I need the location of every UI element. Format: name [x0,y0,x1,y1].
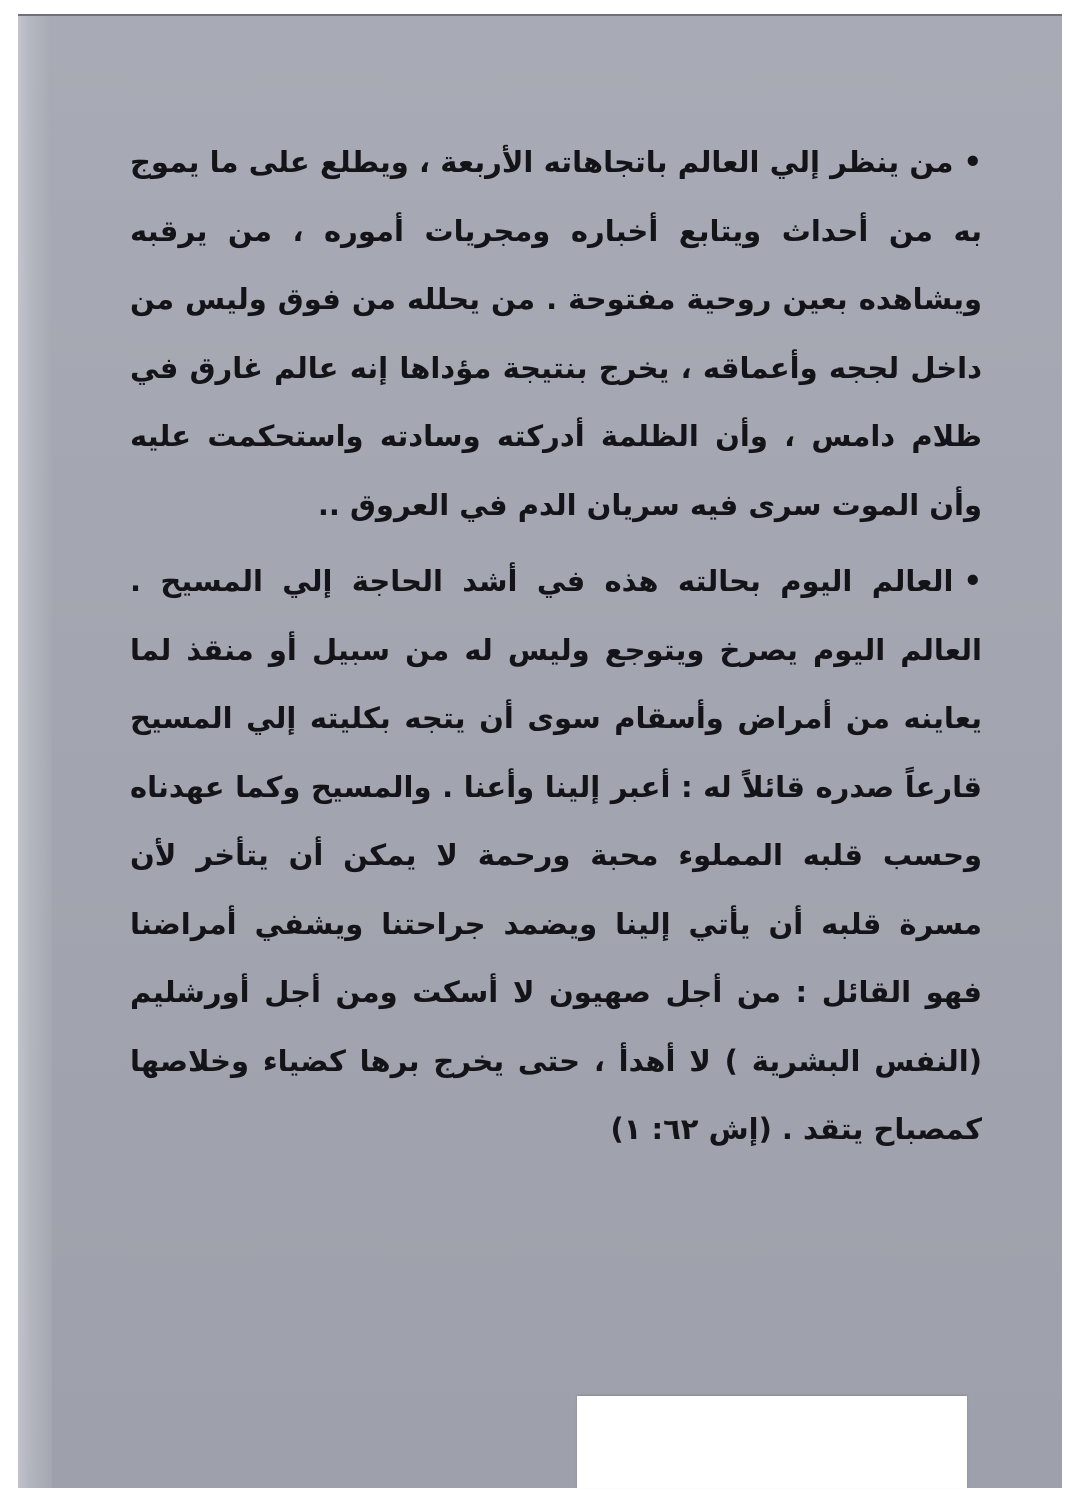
bullet-2: • [963,564,982,598]
bullet-1: • [963,145,982,179]
cover-text [130,128,982,1164]
paragraph-2-text: العالم اليوم بحالته هذه في أشد الحاجة إلي المسيح . العالم اليوم يصرخ ويتوجع وليس له من سبيل أو منقذ لما يعاينه من أمراض وأسقام سوى أن يتجه بكليته إلي المسيح قارعاً صدره قائلاً له : أعبر إلينا وأعنا . والمسيح وكما عهدناه وحسب قلبه المملوء محبة ورحمة لا يمكن أن يتأخر لأن مسرة قلبه أن يأتي إلينا ويضمد جراحتنا ويشفي أمراضنا فهو القائل : من أجل صهيون لا أسكت ومن أجل أورشليم (النفس البشرية ) لا أهدأ ، حتى يخرج برها كضياء وخلاصها كمصباح يتقد . (إش ٦٢: ١) [130,564,982,1146]
paragraph-2 [130,547,982,1164]
paragraph-1-text: من ينظر إلي العالم باتجاهاته الأربعة ، ويطلع على ما يموج به من أحداث ويتابع أخباره ومجريات أموره ، من يرقبه ويشاهده بعين روحية مفتوحة . من يحلله من فوق وليس من داخل لججه وأعماقه ، يخرج بنتيجة مؤداها إنه عالم غارق في ظلام دامس ، وأن الظلمة أدركته وسادته واستحكمت عليه وأن الموت سرى فيه سريان الدم في العروق .. [130,145,982,522]
spine-edge [18,16,52,1488]
paragraph-1 [130,128,982,539]
white-label-patch [577,1396,967,1488]
